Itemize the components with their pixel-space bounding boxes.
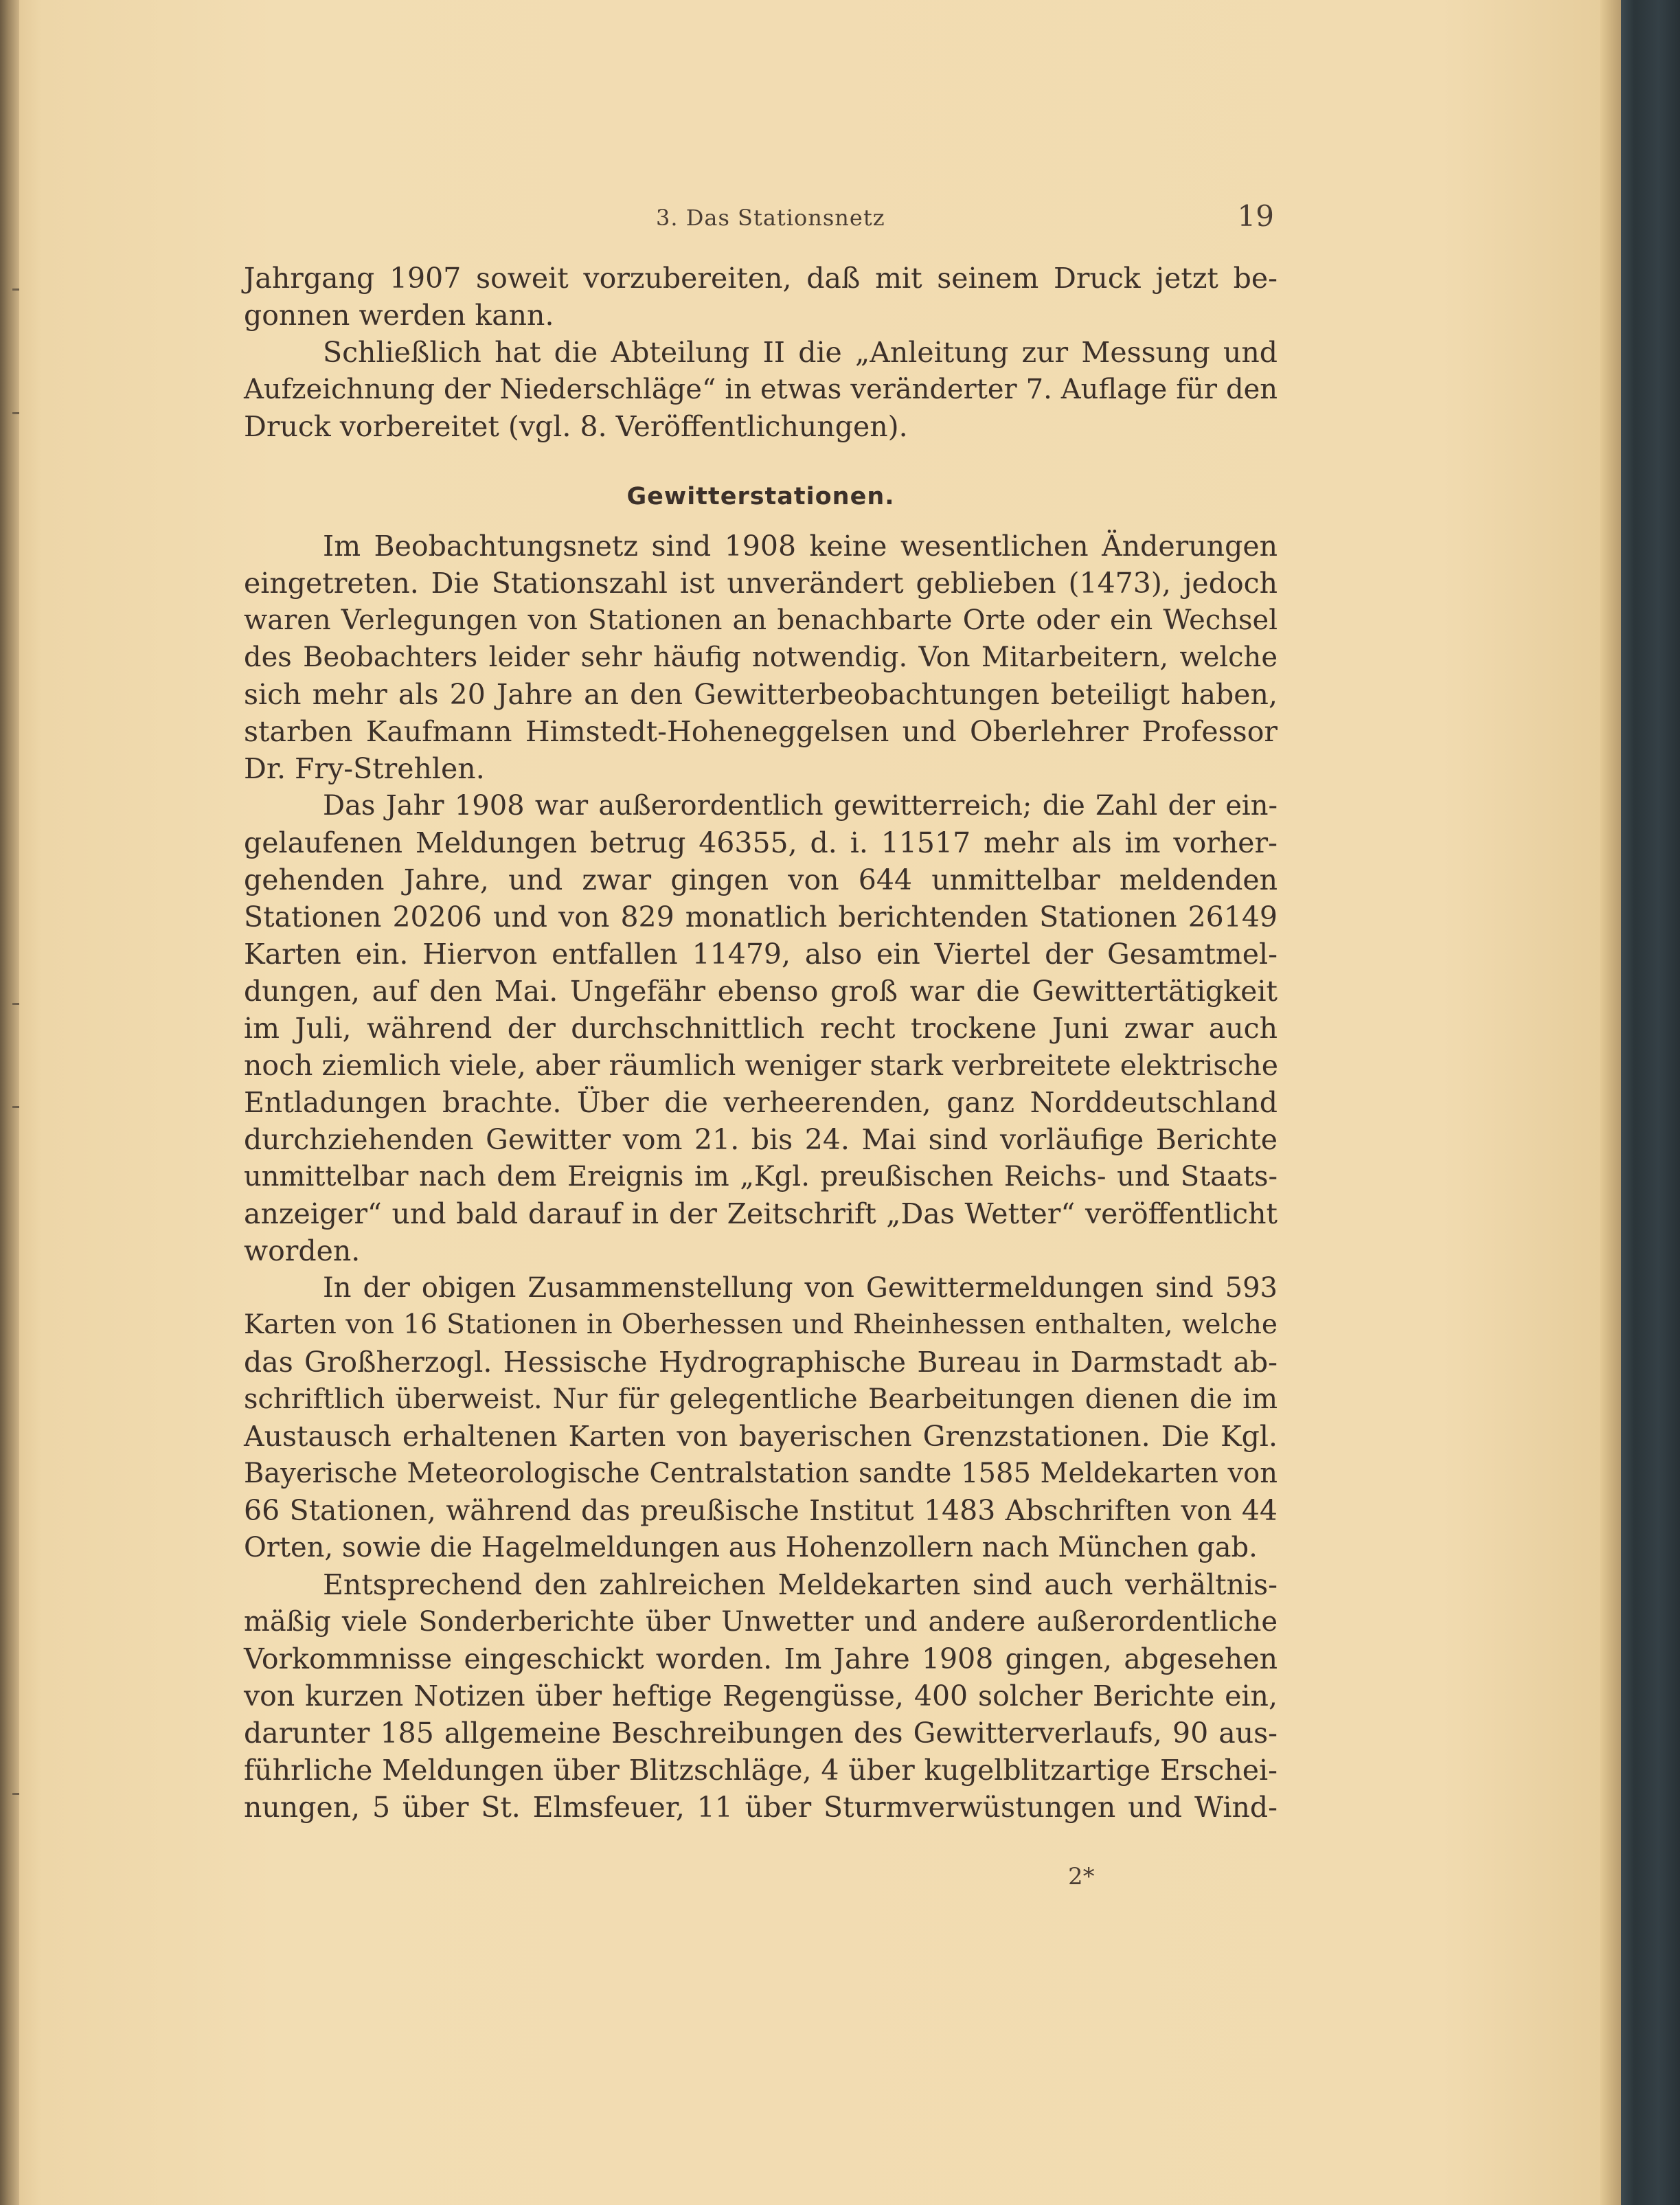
text-line: Vorkommnisse eingeschickt worden. Im Jahre 1908 gingen, abgesehen (244, 1642, 1278, 1675)
text-line: Stationen 20206 und von 829 monatlich berichtenden Stationen 26149 (244, 901, 1278, 934)
text-line: von kurzen Notizen über heftige Regengüsse, 400 solcher Berichte ein, (244, 1680, 1278, 1712)
text-line: In der obigen Zusammenstellung von Gewittermeldungen sind 593 (323, 1272, 1278, 1304)
margin-mark (12, 1793, 19, 1795)
margin-mark (12, 1003, 19, 1005)
text-line: Entladungen brachte. Über die verheerenden, ganz Norddeutschland (244, 1086, 1278, 1119)
text-line: nungen, 5 über St. Elmsfeuer, 11 über Sturmverwüstungen und Wind- (244, 1791, 1278, 1824)
text-line: Das Jahr 1908 war außerordentlich gewitterreich; die Zahl der ein- (323, 790, 1278, 822)
text-line: schriftlich überweist. Nur für gelegentliche Bearbeitungen dienen die im (244, 1383, 1278, 1415)
text-line: dungen, auf den Mai. Ungefähr ebenso groß war die Gewittertätigkeit (244, 975, 1278, 1008)
text-line: Jahrgang 1907 soweit vorzubereiten, daß mit seinem Druck jetzt be- (244, 262, 1278, 295)
section-heading: Gewitterstationen. (626, 483, 895, 510)
text-line: Schließlich hat die Abteilung II die „Anleitung zur Messung und (323, 336, 1278, 369)
text-line: anzeiger“ und bald darauf in der Zeitschrift „Das Wetter“ veröffentlicht (244, 1197, 1278, 1230)
text-line: unmittelbar nach dem Ereignis im „Kgl. preußischen Reichs- und Staats- (244, 1161, 1278, 1192)
text-line: Druck vorbereitet (vgl. 8. Veröffentlichungen). (244, 410, 908, 443)
text-line: Austausch erhaltenen Karten von bayerischen Grenzstationen. Die Kgl. (244, 1420, 1278, 1453)
text-line: Im Beobachtungsnetz sind 1908 keine wesentlichen Änderungen (323, 530, 1278, 563)
text-line: 66 Stationen, während das preußische Institut 1483 Abschriften von 44 (244, 1494, 1278, 1527)
text-line: das Großherzogl. Hessische Hydrographische Bureau in Darmstadt ab- (244, 1346, 1278, 1379)
text-line: eingetreten. Die Stationszahl ist unverändert geblieben (1473), jedoch (244, 567, 1278, 600)
book-cover-edge (1621, 0, 1680, 2205)
text-line: gonnen werden kann. (244, 299, 554, 332)
text-line: gelaufenen Meldungen betrug 46355, d. i. 11517 mehr als im vorher- (244, 826, 1278, 859)
text-line: Aufzeichnung der Niederschläge“ in etwas veränderter 7. Auflage für den (244, 374, 1278, 405)
text-line: worden. (244, 1234, 361, 1267)
text-line: darunter 185 allgemeine Beschreibungen des Gewitterverlaufs, 90 aus- (244, 1717, 1278, 1750)
text-line: des Beobachters leider sehr häufig notwendig. Von Mitarbeitern, welche (244, 642, 1278, 673)
text-line: Karten ein. Hiervon entfallen 11479, also ein Viertel der Gesamtmel- (244, 938, 1278, 971)
page-edge (1600, 0, 1621, 2205)
signature-mark: 2* (1068, 1863, 1095, 1890)
margin-mark (12, 412, 19, 414)
page-number: 19 (1237, 199, 1274, 233)
text-line: starben Kaufmann Himstedt-Hoheneggelsen und Oberlehrer Professor (244, 715, 1278, 748)
text-line: Dr. Fry-Strehlen. (244, 752, 485, 785)
running-title: 3. Das Stationsnetz (656, 205, 885, 231)
text-line: im Juli, während der durchschnittlich recht trockene Juni zwar auch (244, 1012, 1278, 1045)
page-header (244, 199, 1278, 240)
text-line: mäßig viele Sonderberichte über Unwetter und andere außerordentliche (244, 1606, 1278, 1638)
text-line: Bayerische Meteorologische Centralstation sandte 1585 Meldekarten von (244, 1458, 1278, 1489)
margin-mark (12, 1106, 19, 1108)
text-line: sich mehr als 20 Jahre an den Gewitterbeobachtungen beteiligt haben, (244, 678, 1278, 711)
text-line: gehenden Jahre, und zwar gingen von 644 unmittelbar meldenden (244, 863, 1278, 896)
text-line: Entsprechend den zahlreichen Meldekarten sind auch verhältnis- (323, 1568, 1278, 1601)
text-line: führliche Meldungen über Blitzschläge, 4 über kugelblitzartige Erschei- (244, 1754, 1278, 1787)
book-binding-left (0, 0, 19, 2205)
text-line: waren Verlegungen von Stationen an benachbarte Orte oder ein Wechsel (244, 604, 1278, 636)
text-line: Karten von 16 Stationen in Oberhessen und Rheinhessen enthalten, welche (244, 1309, 1278, 1340)
text-line: durchziehenden Gewitter vom 21. bis 24. Mai sind vorläufige Berichte (244, 1123, 1278, 1156)
margin-mark (12, 289, 19, 291)
text-line: Orten, sowie die Hagelmeldungen aus Hohenzollern nach München gab. (244, 1532, 1258, 1563)
text-line: noch ziemlich viele, aber räumlich weniger stark verbreitete elektrische (244, 1049, 1279, 1082)
